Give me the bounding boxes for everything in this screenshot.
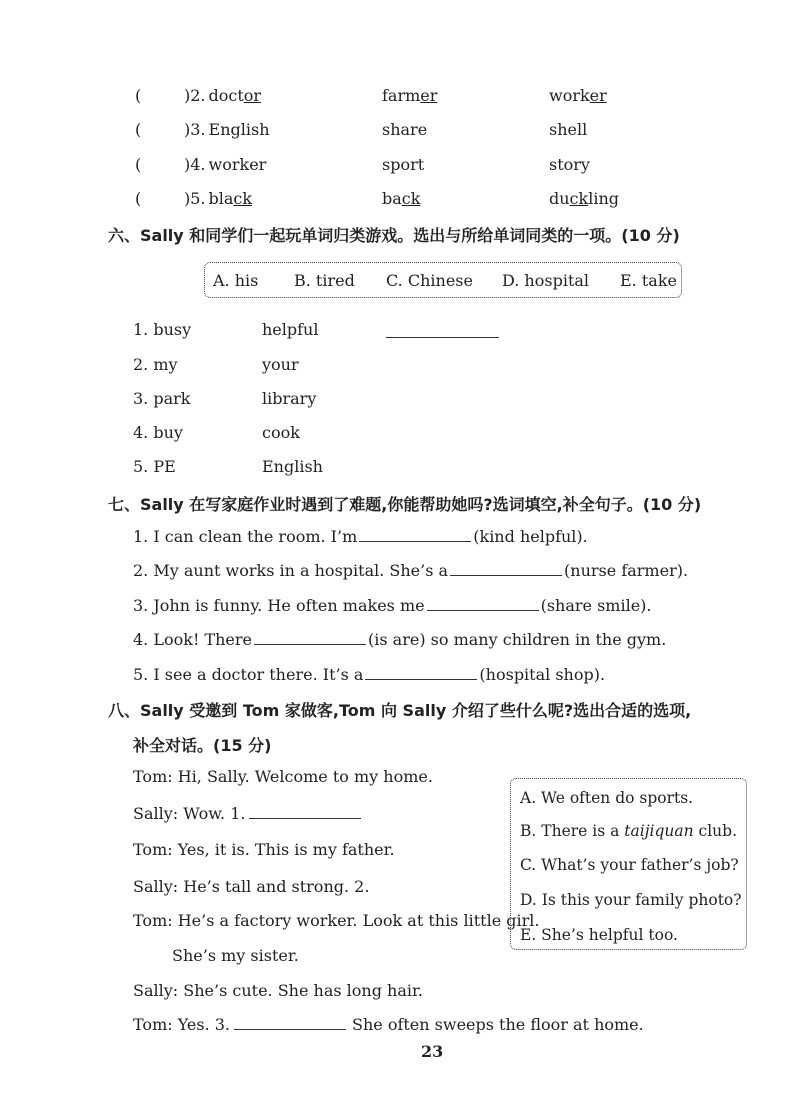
- fill-sentence: 1. I can clean the room. I’m (kind helpful).: [133, 527, 588, 546]
- section6-heading: 六、Sally 和同学们一起玩单词归类游戏。选出与所给单词同类的一项。(10 分): [108, 226, 680, 245]
- dialog-line: Tom: Yes. 3. She often sweeps the floor at home.: [133, 1015, 644, 1034]
- answer-blank[interactable]: [427, 596, 539, 611]
- word-option-2: sport: [382, 155, 425, 174]
- option-d: D. Is this your family photo?: [520, 891, 742, 909]
- item-number: 1. busy: [133, 320, 192, 339]
- paren-open: (: [135, 155, 142, 174]
- fill-sentence: 5. I see a doctor there. It’s a (hospital shop).: [133, 665, 606, 684]
- item-number: 5. PE: [133, 457, 176, 476]
- item-number: 2. my: [133, 355, 178, 374]
- section8-heading-cont: 补全对话。(15 分): [133, 736, 272, 755]
- answer-blank[interactable]: [359, 527, 471, 542]
- dialog-line: Sally: He’s tall and strong. 2.: [133, 877, 370, 896]
- dialog-line: Sally: She’s cute. She has long hair.: [133, 981, 423, 1000]
- option-e: E. She’s helpful too.: [520, 926, 678, 944]
- paren-open: (: [135, 86, 142, 105]
- word-option-2: share: [382, 120, 428, 139]
- fill-sentence: 3. John is funny. He often makes me (share smile).: [133, 596, 652, 615]
- item-word: English: [262, 457, 323, 476]
- item-word: helpful: [262, 320, 319, 339]
- option-e: E. take: [620, 271, 677, 290]
- dialog-line: Tom: He’s a factory worker. Look at this little girl.: [133, 911, 540, 930]
- option-b: B. tired: [294, 271, 355, 290]
- section8-heading: 八、Sally 受邀到 Tom 家做客,Tom 向 Sally 介绍了些什么呢?选出合适的选项,: [108, 701, 692, 720]
- fill-sentence: 2. My aunt works in a hospital. She’s a (nurse farmer).: [133, 561, 689, 580]
- option-a: A. We often do sports.: [520, 789, 694, 807]
- question-number: )5. black: [184, 189, 253, 208]
- answer-blank[interactable]: [386, 322, 499, 338]
- dialog-line: She’s my sister.: [172, 946, 299, 965]
- item-number: 3. park: [133, 389, 191, 408]
- answer-blank[interactable]: [254, 630, 366, 645]
- answer-blank[interactable]: [450, 561, 562, 576]
- question-number: )2. doctor: [184, 86, 262, 105]
- paren-open: (: [135, 189, 142, 208]
- option-d: D. hospital: [502, 271, 590, 290]
- item-word: cook: [262, 423, 300, 442]
- fill-sentence: 4. Look! There (is are) so many children in the gym.: [133, 630, 667, 649]
- answer-blank[interactable]: [249, 804, 361, 819]
- option-c: C. What’s your father’s job?: [520, 856, 739, 874]
- paren-open: (: [135, 120, 142, 139]
- word-option-3: shell: [549, 120, 588, 139]
- item-word: library: [262, 389, 317, 408]
- item-word: your: [262, 355, 299, 374]
- dialog-line: Sally: Wow. 1.: [133, 804, 363, 823]
- word-option-3: story: [549, 155, 590, 174]
- dialog-line: Tom: Yes, it is. This is my father.: [133, 840, 395, 859]
- dialog-line: Tom: Hi, Sally. Welcome to my home.: [133, 767, 433, 786]
- answer-blank[interactable]: [365, 665, 477, 680]
- page-number: 23: [421, 1042, 444, 1061]
- item-number: 4. buy: [133, 423, 183, 442]
- section7-heading: 七、Sally 在写家庭作业时遇到了难题,你能帮助她吗?选词填空,补全句子。(10 分): [108, 495, 702, 514]
- option-b: B. There is a taijiquan club.: [520, 822, 737, 840]
- word-option-3: duckling: [549, 189, 619, 208]
- word-option-2: farmer: [382, 86, 438, 105]
- answer-blank[interactable]: [234, 1015, 346, 1030]
- option-c: C. Chinese: [386, 271, 473, 290]
- word-option-2: back: [382, 189, 421, 208]
- word-option-3: worker: [549, 86, 607, 105]
- option-a: A. his: [213, 271, 259, 290]
- question-number: )3. English: [184, 120, 270, 139]
- question-number: )4. worker: [184, 155, 267, 174]
